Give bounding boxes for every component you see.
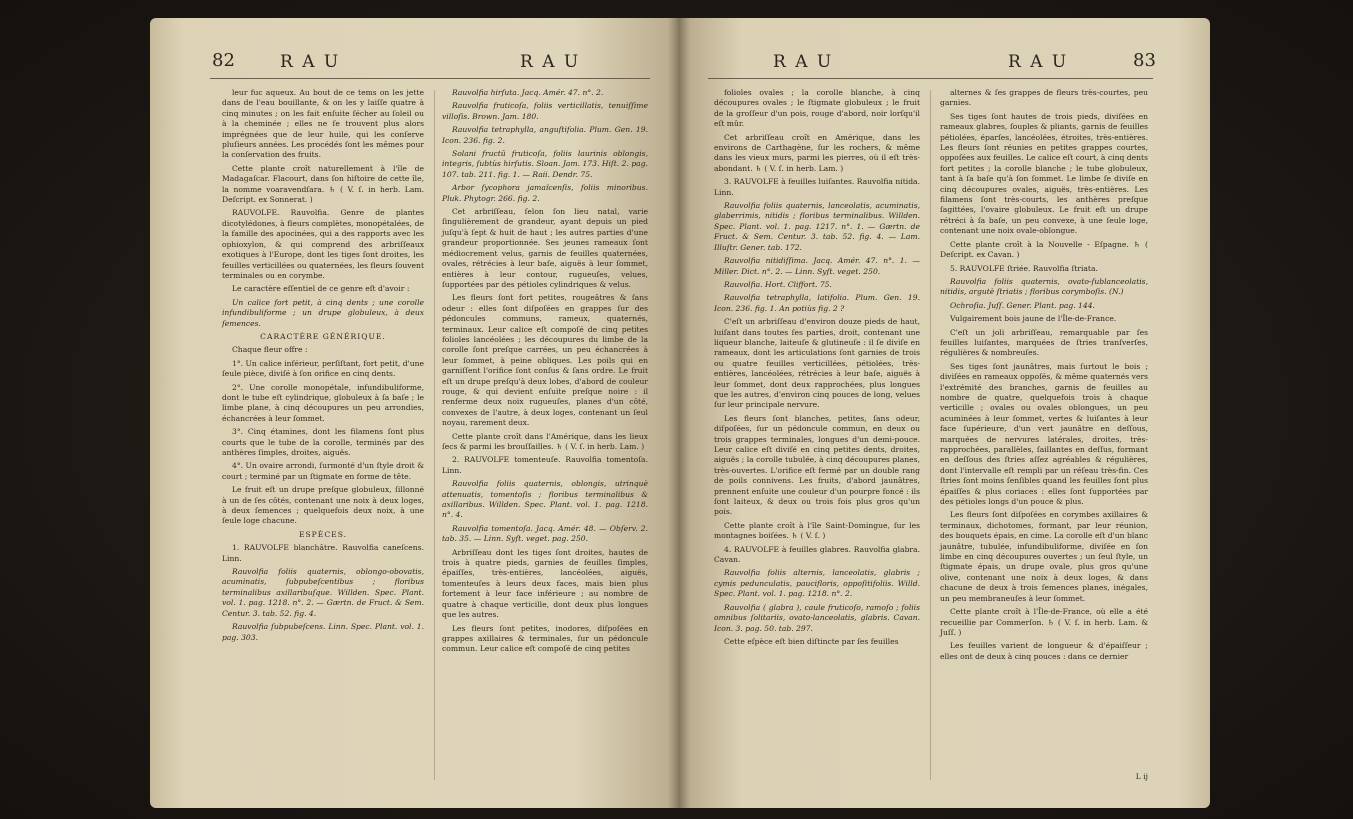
paragraph: Un calice fort petit, à cinq dents ; une corolle infundibuliforme ; un drupe globuleux, à deux ſemences. (222, 297, 424, 328)
running-header: R A U (1008, 52, 1069, 72)
paragraph: Rauvolfia tetraphylla, anguſtifolia. Plum. Gen. 19. Icon. 236. fig. 2. (442, 125, 648, 145)
paragraph: 2. RAUVOLFE tomenteuſe. Rauvolfia tomentoſa. Linn. (442, 455, 648, 475)
paragraph: Les fleurs ſont blanches, petites, ſans odeur, diſpoſées, ſur un pédoncule commun, en deux ou trois grappes terminales, longues d'un demi-pouce. Leur calice eſt diviſé en cinq petites dents, droites, aiguës ; la corolle tubulée, à cinq découpures planes, très-ouvertes. L'orifice eſt fermé par un double rang de poils connivens. Les fruits, d'abord jaunâtres, prennent enſuite une couleur d'un pourpre foncé : ils ſont laiteux, & deux ou trois fois plus gros qu'un pois. (714, 413, 920, 517)
paragraph: Les feuilles varient de longueur & d'épaiſſeur ; elles ont de deux à cinq pouces : dans ce dernier (940, 641, 1148, 661)
paragraph: 1. RAUVOLFE blanchâtre. Rauvolfia caneſcens. Linn. (222, 543, 424, 563)
paragraph: Rauvolfia ſubpubeſcens. Linn. Spec. Plant. vol. 1. pag. 303. (222, 622, 424, 642)
text-column-2 (940, 88, 1148, 665)
paragraph: C'eſt un joli arbriſſeau, remarquable par ſes feuilles luiſantes, marquées de ſtries tranſverſes, régulières & nombreuſes. (940, 327, 1148, 358)
paragraph: Le caractère eſſentiel de ce genre eſt d'avoir : (232, 284, 410, 294)
text-column-1 (714, 88, 920, 650)
paragraph: Cet arbriſſeau croît en Amérique, dans les environs de Carthagène, ſur les rochers, & même dans les vieux murs, parmi les pierres, où il eſt très-abondant. ♄ ( V. ſ. in herb. Lam. ) (714, 132, 920, 173)
page-number: 82 (212, 50, 235, 71)
paragraph: Les fleurs ſont petites, inodores, diſpoſées en grappes axillaires & terminales, ſur un pédoncule commun. Leur calice eſt compoſé de cinq petites (442, 623, 648, 654)
paragraph: 4°. Un ovaire arrondi, ſurmonté d'un ſtyle droit & court ; terminé par un ſtigmate en forme de tête. (222, 461, 424, 481)
paragraph: RAUVOLFE. Rauvolfia. Genre de plantes dicotylédones, à fleurs complètes, monopétalées, de la famille des apocinées, qui a des rapports avec les ophioxylon, & qui comprend des arbriſſeaux exotiques à l'Europe, dont les tiges ſont droites, les feuilles verticillées ou quaternées, les fleurs ſouvent terminales ou en corymbe. (222, 208, 424, 280)
paragraph: 4. RAUVOLFE à feuilles glabres. Rauvolfia glabra. Cavan. (714, 544, 920, 565)
paragraph: Cette plante croît naturellement à l'île de Madagaſcar. Flacourt, dans ſon hiſtoire de cette île, la nomme voaravendſara. ♄ ( V. ſ. in herb. Lam. Deſcript. ex Sonnerat. ) (222, 163, 424, 205)
paragraph: Rauvolfia ( glabra ), caule fruticoſo, ramoſo ; foliis omnibus ſolitariis, ovato-lanceolatis, glabris. Cavan. Icon. 3. pag. 50. tab. 297. (714, 602, 920, 633)
paragraph: Rauvolfia foliis quaternis, ovato-ſublanceolatis, nitidis, argutè ſtriatis ; floribus corymboſis. (N.) (940, 276, 1148, 297)
open-book (150, 18, 1210, 808)
text-column-2 (442, 88, 648, 658)
paragraph: ESPÈCES. (298, 529, 348, 539)
paragraph: Rauvolfia foliis quaternis, lanceolatis, acuminatis, glaberrimis, nitidis ; floribus terminalibus. Willden. Spec. Plant. vol. 1. pag. 1217. n°. 1. — Gærtn. de Fruct. & Sem. Centur. 3. tab. 52. fig. 4. — Lam. Illuſtr. Gener. tab. 172. (714, 201, 920, 252)
paragraph: Rauvolfia foliis quaternis, oblongo-obovatis, acuminatis, ſubpubeſcentibus ; floribus terminalibus axillaribuſque. Willden. Spec. Plant. vol. 1. pag. 1218. n°. 2. — Gærtn. de Fruct. & Sem. Centur. 3. tab. 52. fig. 4. (222, 567, 424, 618)
paragraph: Rauvolfia. Hort. Cliffort. 75. (724, 279, 832, 289)
paragraph: Cette plante croît à la Nouvelle - Eſpagne. ♄ ( Deſcript. ex Cavan. ) (940, 239, 1148, 260)
paragraph: Ochroſia. Juſſ. Gener. Plant. pag. 144. (950, 300, 1095, 310)
paragraph: Arbriſſeau dont les tiges ſont droites, hautes de trois à quatre pieds, garnies de feuilles ſimples, épaiſſes, très-entières, lancéolées, aiguës, tomenteuſes à leurs deux faces, mais bien plus fortement à leur face inférieure ; au nombre de quatre à chaque verticille, dont deux plus longues que les autres. (442, 547, 648, 620)
paragraph: Arbor ſycophora jamaïcenſis, foliis minoribus. Pluk. Phytogr. 266. fig. 2. (442, 183, 648, 203)
header-rule (210, 78, 650, 79)
header-rule (708, 78, 1153, 79)
paragraph: Ses tiges ſont jaunâtres, mais ſurtout le bois ; diviſées en rameaux oppoſés, & même quaternés vers l'extrémité des branches, garnis de feuilles au nombre de quatre, quelquefois trois à chaque verticille ; ovales ou ovales oblongues, un peu acuminées à leur ſommet, vertes & luiſantes à leur face ſupérieure, d'un vert jaunâtre en deſſous, marquées de nervures latérales, droites, très-rapprochées, parallèles, ſaillantes en deſſus, formant en deſſous des ſtries aſſez agréables & régulières, dont l'intervalle eſt rempli par un réſeau très-fin. Ces ſtries ſont moins ſenſibles quand les feuilles ſont plus épaiſſes & plus coriaces : elles ſont ſupportées par des pétioles longs d'un pouce & plus. (940, 361, 1148, 507)
paragraph: Rauvolfia fruticoſa, foliis verticillatis, tenuiſſime villoſis. Brown. Jam. 180. (442, 101, 648, 121)
paragraph: Vulgairement bois jaune de l'Île-de-France. (950, 314, 1117, 324)
paragraph: Rauvolfia tomentoſa. Jacq. Amér. 48. — Obſerv. 2. tab. 35. — Linn. Syſt. veget. pag. 250. (442, 523, 648, 544)
paragraph: leur fuc aqueux. Au bout de ce tems on les jette dans de l'eau bouillante, & on les y laiſſe quatre à cinq minutes ; on les fait enſuite ſécher au ſoleil ou à la cheminée ; elles ne ſe trouvent plus alors imprégnées que de leur huile, qui les conſerve pluſieurs années. Les procédés ſont les mêmes pour la conſervation des fruits. (222, 88, 424, 160)
paragraph: Chaque fleur offre : (232, 345, 308, 355)
column-rule (434, 90, 435, 780)
book-gutter (668, 18, 690, 808)
column-rule (930, 90, 931, 780)
paragraph: Cette eſpèce eſt bien diſtincte par ſes feuilles (724, 636, 899, 646)
paragraph: Solani fructû fruticoſa, foliis laurinis oblongis, integris, ſubtùs hirſutis. Sloan. Jam. 173. Hiſt. 2. pag. 107. tab. 211. fig. 1. — Raii. Dendr. 75. (442, 149, 648, 179)
signature-mark: L ij (1135, 772, 1148, 781)
paragraph: 1°. Un calice inférieur, perſiſtant, fort petit, d'une ſeule pièce, diviſé à ſon orifice en cinq dents. (222, 358, 424, 379)
paragraph: 3°. Cinq étamines, dont les filamens ſont plus courts que le tube de la corolle, terminés par des anthères ſimples, droites, aiguës. (222, 427, 424, 457)
running-header: R A U (520, 52, 581, 72)
right-page (678, 18, 1210, 808)
left-page (150, 18, 678, 808)
running-header: R A U (773, 52, 834, 72)
paragraph: Les fleurs ſont diſpoſées en corymbes axillaires & terminaux, dichotomes, formant, par leur réunion, des bouquets épais, en cime. La corolle eſt d'un blanc jaunâtre, tubulée, infundibuliforme, diviſée en ſon limbe en cinq découpures ouvertes ; un ſeul ſtyle, un ſtigmate épais, un drupe ovale, plus gros qu'une olive, contenant une noix à deux loges, & dans chacune de deux à trois ſemences planes, inégales, un peu membraneuſes à leur ſommet. (940, 510, 1148, 603)
paragraph: Rauvolfia tetraphylla, latifolia. Plum. Gen. 19. Icon. 236. fig. 1. An potiùs fig. 2 ? (714, 293, 920, 313)
paragraph: Ses tiges ſont hautes de trois pieds, diviſées en rameaux glabres, ſouples & pliants, garnis de feuilles pétiolées, éparſes, lancéolées, étroites, très-entières. Les fleurs ſont réunies en petites grappes courtes, oppoſées aux feuilles. Le calice eſt court, à cinq dents fort petites ; la corolle blanche ; le tube globuleux, tant à ſa baſe qu'à ſon ſommet. Le limbe ſe diviſe en cinq découpures ovales, aiguës, très-entières. Les filamens ſont très-courts, les anthères preſque ſagittées, l'ovaire globuleux. Le fruit eſt un drupe rétréci à ſa baſe, un peu convexe, à une ſeule loge, contenant une noix ovale-oblongue. (940, 111, 1148, 236)
paragraph: Rauvolfia hirſuta. Jacq. Amér. 47. n°. 2. (452, 88, 604, 97)
paragraph: C'eſt un arbriſſeau d'environ douze pieds de haut, luiſant dans toutes ſes parties, droit, contenant une liqueur blanche, laiteuſe & glutineuſe : il ſe diviſe en rameaux, dont les articulations ſont garnies de trois ou quatre feuilles verticillées, pétiolées, très-entières, lancéolées, rétrécies à leur baſe, aiguës à leur ſommet, dont deux rapprochées, plus longues que les autres, d'environ cinq pouces de long, velues ſur leur principale nervure. (714, 317, 920, 410)
paragraph: 3. RAUVOLFE à feuilles luiſantes. Rauvolfia nitida. Linn. (714, 177, 920, 197)
paragraph: Rauvolfia foliis alternis, lanceolatis, glabris ; cymis pedunculatis, paucifloris, oppoſitifoliis. Willd. Spec. Plant. vol. 1. pag. 1218. n°. 2. (714, 568, 920, 599)
paragraph: Cet arbriſſeau, ſelon ſon lieu natal, varie ſingulièrement de grandeur, ayant depuis un pied juſqu'à ſept & huit de haut ; les autres parties d'une grandeur proportionnée. Ses jeunes rameaux ſont médiocrement velus, garnis de feuilles quaternées, ovales, rétrécies à leur baſe, aiguës à leur ſommet, entières à leur contour, rugueuſes, velues, ſupportées par des pétioles cylindriques & velus. (442, 207, 648, 289)
paragraph: Rauvolfia nitidiſſima. Jacq. Amér. 47. n°. 1. — Miller. Dict. n°. 2. — Linn. Syſt. veget. 250. (714, 256, 920, 276)
text-column-1 (222, 88, 424, 646)
paragraph: Cette plante croît à l'Île-de-France, où elle a été recueillie par Commerſon. ♄ ( V. ſ. in herb. Lam. & Juſſ. ) (940, 607, 1148, 637)
page-number: 83 (1133, 50, 1156, 71)
paragraph: Les fleurs ſont fort petites, rougeâtres & ſans odeur : elles ſont diſpoſées en grappes ſur des pédoncules communs, rameux, quaternés, terminaux. Leur calice eſt compoſé de cinq petites folioles lancéolées ; les découpures du limbe de la corolle ſont preſque carrées, un peu échancrées à leur ſommet, à peine obliques. Les poils qui en garniſſent l'orifice ſont conſus & ſans ordre. Le fruit eſt un drupe preſqu'à deux lobes, d'abord de couleur rouge, & qui devient enſuite preſque noire : il renferme deux noix rugueuſes, planes d'un côté, convexes de l'autre, à deux loges, contenant un ſeul noyau, rarement deux. (442, 293, 648, 428)
paragraph: Rauvolfia foliis quaternis, oblongis, utrinquè attenuatis, tomentoſis ; floribus terminalibus & axillaribus. Willden. Spec. Plant. vol. 1. pag. 1218. n°. 4. (442, 479, 648, 520)
running-header: R A U (280, 52, 341, 72)
paragraph: folioles ovales ; la corolle blanche, à cinq découpures ovales ; le ſtigmate globuleux ; le fruit de la groſſeur d'un pois, rouge d'abord, noir lorſqu'il eſt mûr. (714, 88, 920, 129)
paragraph: 5. RAUVOLFE ſtriée. Rauvolfia ſtriata. (950, 263, 1098, 273)
paragraph: Cette plante croît à l'île Saint-Domingue, ſur les montagnes boiſées. ♄ ( V. ſ. ) (714, 520, 920, 541)
paragraph: Cette plante croît dans l'Amérique, dans les lieux ſecs & parmi les brouſſailles. ♄ ( V. ſ. in herb. Lam. ) (442, 431, 648, 451)
paragraph: 2°. Une corolle monopétale, infundibuliforme, dont le tube eſt cylindrique, globuleux à ſa baſe ; le limbe plane, à cinq découpures un peu arrondies, échancrées à leur ſommet. (222, 382, 424, 423)
paragraph: alternes & ſes grappes de fleurs très-courtes, peu garnies. (940, 88, 1148, 108)
paragraph: CARACTÈRE GÉNÉRIQUE. (260, 331, 386, 341)
paragraph: Le fruit eſt un drupe preſque globuleux, ſillonné à un de ſes côtés, contenant une noix à deux loges, à deux ſemences ; quelquefois deux noix, à une ſeule loge chacune. (222, 485, 424, 526)
